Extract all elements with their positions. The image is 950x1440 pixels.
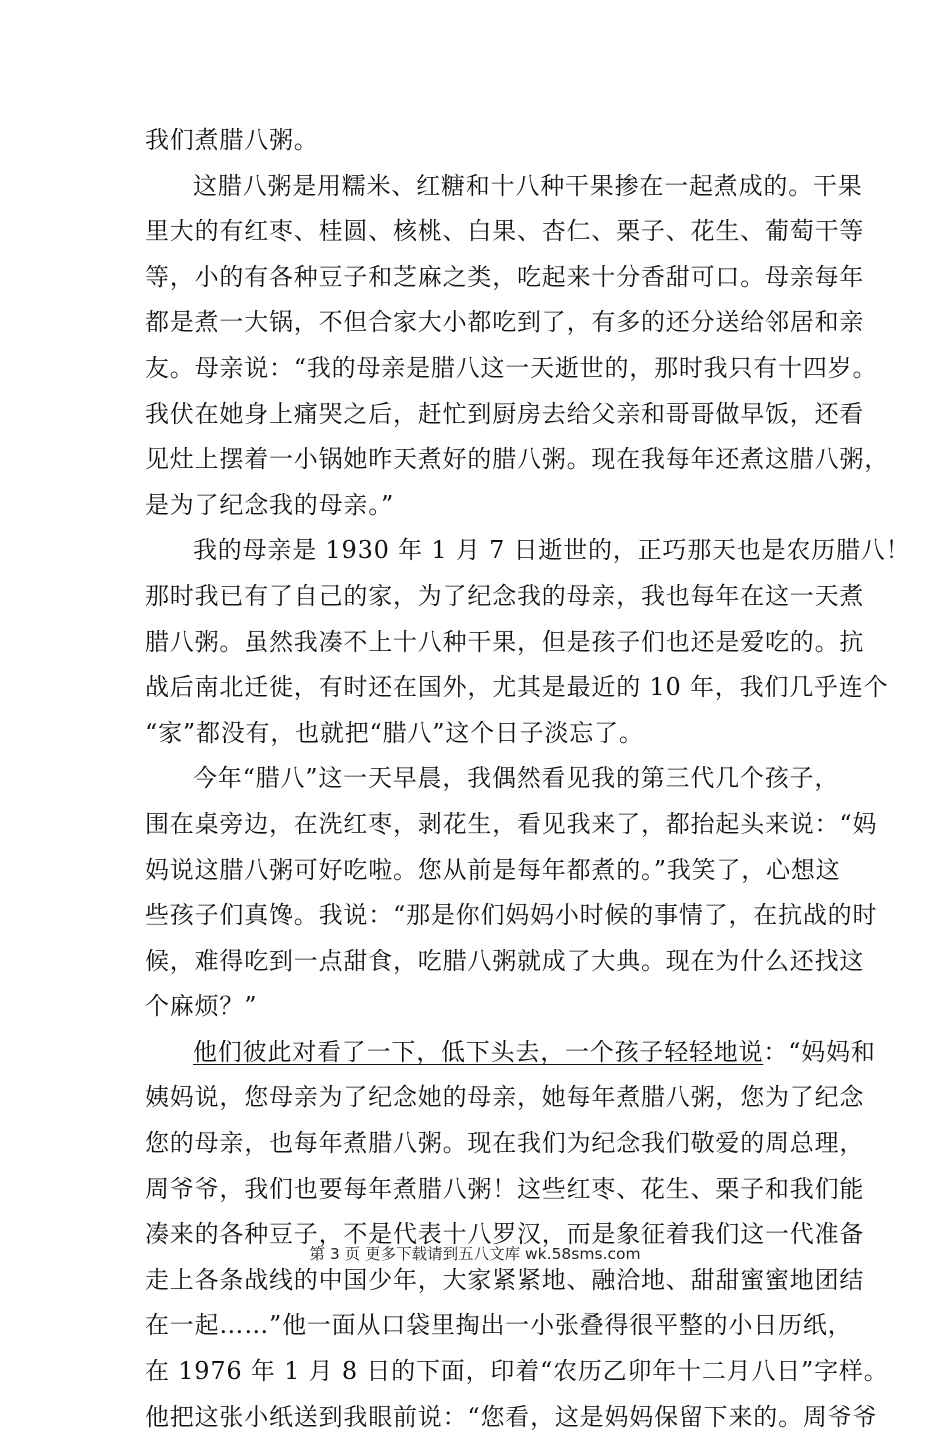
- text-line: 周爷爷，我们也要每年煮腊八粥！这些红枣、花生、栗子和我们能: [145, 1174, 865, 1203]
- text-line: 等，小的有各种豆子和芝麻之类，吃起来十分香甜可口。母亲每年: [145, 262, 865, 291]
- text-line: “家”都没有，也就把“腊八”这个日子淡忘了。: [145, 718, 644, 747]
- text-line: 妈说这腊八粥可好吃啦。您从前是每年都煮的。”我笑了，心想这: [145, 855, 841, 884]
- text-line: 凑来的各种豆子，不是代表十八罗汉，而是象征着我们这一代准备: [145, 1220, 865, 1249]
- text-line: 战后南北迁徙，有时还在国外，尤其是最近的 10 年，我们几乎连个: [145, 673, 889, 702]
- text-line: 我们煮腊八粥。: [145, 126, 319, 154]
- text-line: 我伏在她身上痛哭之后，赶忙到厨房去给父亲和哥哥做早饭，还看: [145, 399, 865, 428]
- text-line: 您的母亲，也每年煮腊八粥。现在我们为纪念我们敬爱的周总理，: [145, 1129, 865, 1158]
- text-line: 姨妈说，您母亲为了纪念她的母亲，她每年煮腊八粥，您为了纪念: [145, 1083, 865, 1112]
- paragraph-start-line: 我的母亲是 1930 年 1 月 7 日逝世的，正巧那天也是农历腊八！: [193, 536, 911, 565]
- paragraph-start-line: 这腊八粥是用糯米、红糖和十八种干果掺在一起煮成的。干果: [193, 171, 863, 200]
- text-line: 里大的有红枣、桂圆、核桃、白果、杏仁、栗子、花生、葡萄干等: [145, 217, 865, 246]
- text-line-continuation: ：“妈妈和: [763, 1037, 876, 1066]
- text-line: 是为了纪念我的母亲。”: [145, 490, 395, 519]
- text-line: 些孩子们真馋。我说：“那是你们妈妈小时候的事情了，在抗战的时: [145, 901, 878, 930]
- underlined-text: 他们彼此对看了一下，低下头去，一个孩子轻轻地说: [193, 1037, 764, 1066]
- text-line: 走上各条战线的中国少年，大家紧紧地、融洽地、甜甜蜜蜜地团结: [145, 1265, 865, 1294]
- text-line: 他把这张小纸送到我眼前说：“您看，这是妈妈保留下来的。周爷爷: [145, 1402, 878, 1431]
- paragraph-start-line: 今年“腊八”这一天早晨，我偶然看见我的第三代几个孩子，: [193, 764, 840, 793]
- text-line: 在 1976 年 1 月 8 日的下面，印着“农历乙卯年十二月八日”字样。: [145, 1357, 889, 1386]
- text-line: 腊八粥。虽然我凑不上十八种干果，但是孩子们也还是爱吃的。抗: [145, 627, 865, 656]
- page-footer: 第 3 页 更多下载请到五八文库 wk.58sms.com: [309, 1245, 641, 1263]
- text-line: 个麻烦？”: [145, 992, 258, 1021]
- body-text: [145, 118, 911, 1440]
- text-line: 围在桌旁边，在洗红枣，剥花生，看见我来了，都抬起头来说：“妈: [145, 809, 878, 838]
- text-line: 都是煮一大锅，不但合家大小都吃到了，有多的还分送给邻居和亲: [145, 308, 865, 337]
- paragraph-start-line: [145, 1030, 876, 1076]
- text-line: 在一起……”他一面从口袋里掏出一小张叠得很平整的小日历纸，: [145, 1311, 853, 1340]
- text-line: 见灶上摆着一小锅她昨天煮好的腊八粥。现在我每年还煮这腊八粥，: [145, 445, 889, 474]
- text-line: 候，难得吃到一点甜食，吃腊八粥就成了大典。现在为什么还找这: [145, 946, 865, 975]
- text-line: 友。母亲说：“我的母亲是腊八这一天逝世的，那时我只有十四岁。: [145, 353, 878, 382]
- text-line: 那时我已有了自己的家，为了纪念我的母亲，我也每年在这一天煮: [145, 581, 865, 610]
